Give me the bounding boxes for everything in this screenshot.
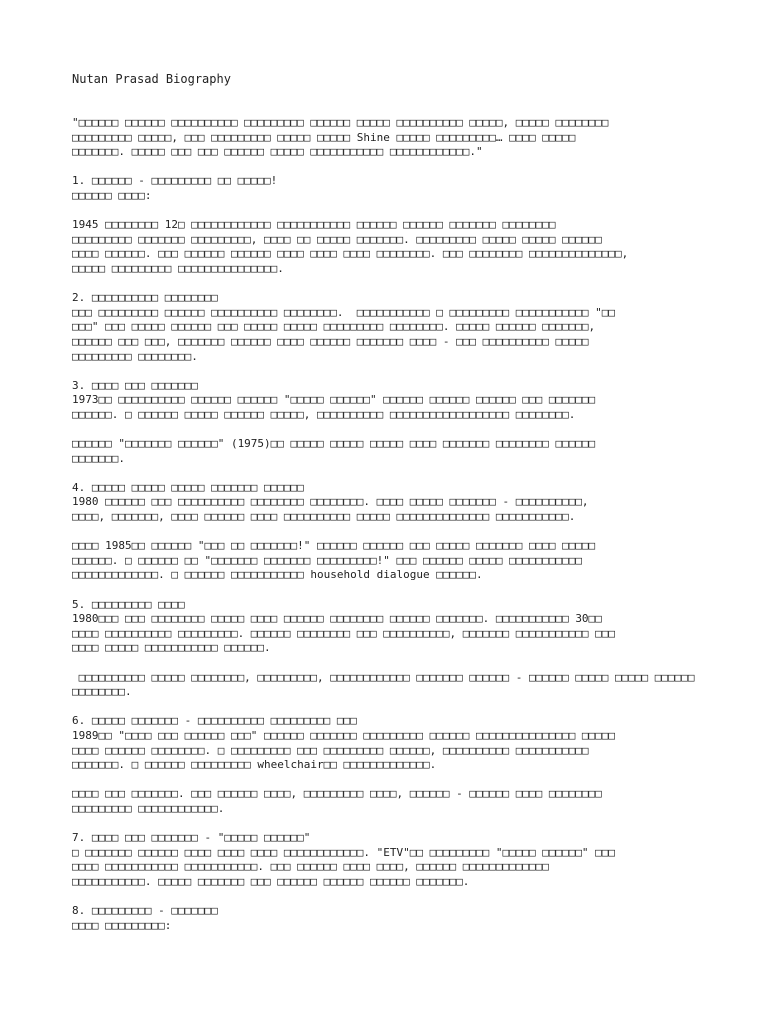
text-line: □□□□□□ □□□ □□□, □□□□□□□ □□□□□□ □□□□ □□□□□□ □□□□□□□ □□□□ - □□□ □□□□□□□□□□ □□□□□ bbox=[72, 334, 589, 348]
text-line: □□□□ □□□□□□□□□□ □□□□□□□□□. □□□□□□ □□□□□□□□ □□□ □□□□□□□□□□, □□□□□□□ □□□□□□□□□□□ □□□ bbox=[72, 626, 616, 640]
text-line: □□□□□□□. □□□□□ □□□ □□□ □□□□□□ □□□□□ □□□□□□□□□□□ □□□□□□□□□□□□." bbox=[72, 145, 483, 159]
paragraph bbox=[72, 379, 768, 423]
text-line: □□□□ □□□□□□□□□□□ □□□□□□□□□□□. □□□ □□□□□□ □□□□ □□□□, □□□□□□ □□□□□□□□□□□□□ bbox=[72, 860, 549, 874]
text-line: □□□□□□□□□□□□□. □ □□□□□□ □□□□□□□□□□□ household dialogue □□□□□□. bbox=[72, 568, 483, 582]
text-line: 2. □□□□□□□□□□ □□□□□□□□ bbox=[72, 291, 218, 305]
paragraph bbox=[72, 714, 768, 772]
text-line: 1945 □□□□□□□□ 12□ □□□□□□□□□□□□ □□□□□□□□□□□ □□□□□□ □□□□□□ □□□□□□□ □□□□□□□□ bbox=[72, 218, 556, 232]
text-line: □□□□□□□□□ □□□□□□□ □□□□□□□□□, □□□□ □□ □□□□□ □□□□□□□. □□□□□□□□□ □□□□□ □□□□□ □□□□□□ bbox=[72, 232, 602, 246]
text-line: □□□□□ □□□□□□□□□ □□□□□□□□□□□□□□□. bbox=[72, 261, 284, 275]
text-line: □□□□□□□. □ □□□□□□ □□□□□□□□□ wheelchair□□ □□□□□□□□□□□□□. bbox=[72, 758, 437, 772]
text-line: □□□□□□□□□□□. □□□□□ □□□□□□□ □□□ □□□□□□ □□□□□□ □□□□□□ □□□□□□□. bbox=[72, 874, 470, 888]
paragraph bbox=[72, 904, 768, 933]
text-line: 5. □□□□□□□□□ □□□□ bbox=[72, 597, 185, 611]
paragraph bbox=[72, 671, 768, 700]
text-line: 6. □□□□□ □□□□□□□ - □□□□□□□□□□ □□□□□□□□□ □□□ bbox=[72, 714, 357, 728]
paragraph bbox=[72, 291, 768, 364]
paragraph bbox=[72, 539, 768, 583]
paragraph bbox=[72, 598, 768, 656]
text-line: □□□ □□□□□□□□□ □□□□□□ □□□□□□□□□□ □□□□□□□□. □□□□□□□□□□□ □ □□□□□□□□□ □□□□□□□□□□□ "□□ bbox=[72, 305, 616, 319]
text-line: □□□□□□□□□ □□□□□□□□□□□□. bbox=[72, 801, 225, 815]
document bbox=[72, 72, 768, 948]
paragraph bbox=[72, 831, 768, 889]
text-line: □□□□□□□□□ □□□□□□□□. bbox=[72, 349, 198, 363]
text-line: □□□□ □□□ □□□□□□□. □□□ □□□□□□ □□□□, □□□□□□□□□ □□□□, □□□□□□ - □□□□□□ □□□□ □□□□□□□□ bbox=[72, 787, 602, 801]
paragraph bbox=[72, 437, 768, 466]
text-line: □□□□, □□□□□□□, □□□□ □□□□□□ □□□□ □□□□□□□□□□ □□□□□ □□□□□□□□□□□□□□ □□□□□□□□□□□. bbox=[72, 510, 576, 524]
text-line: □□□□□□□□□ □□□□□, □□□ □□□□□□□□□ □□□□□ □□□□□ Shine □□□□□ □□□□□□□□□… □□□□ □□□□□ bbox=[72, 130, 576, 144]
text-line: □□□□□□□□. bbox=[72, 685, 132, 699]
text-line: 1980□□□ □□□ □□□□□□□□ □□□□□ □□□□ □□□□□□ □□□□□□□□ □□□□□□ □□□□□□□. □□□□□□□□□□□ 30□□ bbox=[72, 612, 602, 626]
paragraph bbox=[72, 481, 768, 525]
text-line: 3. □□□□ □□□ □□□□□□□ bbox=[72, 378, 198, 392]
text-line: □ □□□□□□□ □□□□□□ □□□□ □□□□ □□□□ □□□□□□□□□□□□. "ETV"□□ □□□□□□□□□ "□□□□□ □□□□□□" □□□ bbox=[72, 845, 616, 859]
paragraph bbox=[72, 116, 768, 160]
text-line: □□□□□□. □ □□□□□□ □□□□□ □□□□□□ □□□□□, □□□□□□□□□□ □□□□□□□□□□□□□□□□□□ □□□□□□□□. bbox=[72, 407, 576, 421]
text-line: 8. □□□□□□□□□ - □□□□□□□ bbox=[72, 904, 218, 918]
text-line: 1973□□ □□□□□□□□□□ □□□□□□ □□□□□□ "□□□□□ □□□□□□" □□□□□□ □□□□□□ □□□□□□ □□□ □□□□□□□ bbox=[72, 393, 596, 407]
text-line: □□□□ 1985□□ □□□□□□ "□□□ □□ □□□□□□□!" □□□□□□ □□□□□□ □□□ □□□□□ □□□□□□□ □□□□ □□□□□ bbox=[72, 539, 596, 553]
text-line: □□□□□□□□□□ □□□□□ □□□□□□□□, □□□□□□□□□, □□□□□□□□□□□□ □□□□□□□ □□□□□□ - □□□□□□ □□□□□ □□□□□ □□□□□□ bbox=[72, 670, 695, 684]
text-line: 4. □□□□□ □□□□□ □□□□□ □□□□□□□ □□□□□□ bbox=[72, 480, 304, 494]
text-line: □□□□ □□□□□□□□□: bbox=[72, 918, 172, 932]
text-line: □□□" □□□ □□□□□ □□□□□□ □□□ □□□□□ □□□□□ □□□□□□□□□ □□□□□□□□. □□□□□ □□□□□□ □□□□□□□, bbox=[72, 320, 596, 334]
text-line: 7. □□□□ □□□ □□□□□□□ - "□□□□□ □□□□□□" bbox=[72, 831, 311, 845]
document-title: Nutan Prasad Biography bbox=[72, 72, 231, 86]
text-line: □□□□ □□□□□□ □□□□□□□□. □ □□□□□□□□□ □□□ □□□□□□□□□ □□□□□□, □□□□□□□□□□ □□□□□□□□□□□ bbox=[72, 743, 589, 757]
text-line: □□□□□□. □ □□□□□□ □□ "□□□□□□□ □□□□□□□ □□□□□□□□□!" □□□ □□□□□□ □□□□□ □□□□□□□□□□□ bbox=[72, 553, 582, 567]
text-line: □□□□□□ "□□□□□□□ □□□□□□" (1975)□□ □□□□□ □□□□□ □□□□□ □□□□ □□□□□□□ □□□□□□□□ □□□□□□ bbox=[72, 437, 596, 451]
paragraph bbox=[72, 787, 768, 816]
text-line: □□□□□□□. bbox=[72, 451, 125, 465]
text-line: 1989□□ "□□□□ □□□ □□□□□□ □□□" □□□□□□ □□□□□□□ □□□□□□□□□ □□□□□□ □□□□□□□□□□□□□□□ □□□□□ bbox=[72, 728, 616, 742]
text-line: "□□□□□□ □□□□□□ □□□□□□□□□□ □□□□□□□□□ □□□□□□ □□□□□ □□□□□□□□□□ □□□□□, □□□□□ □□□□□□□□ bbox=[72, 116, 609, 129]
paragraph bbox=[72, 174, 768, 203]
document-body bbox=[72, 116, 768, 933]
text-line: □□□□ □□□□□ □□□□□□□□□□□ □□□□□□. bbox=[72, 641, 271, 655]
paragraph bbox=[72, 218, 768, 276]
text-line: 1. □□□□□□ - □□□□□□□□□ □□ □□□□□! bbox=[72, 174, 278, 188]
text-line: □□□□ □□□□□□. □□□ □□□□□□ □□□□□□ □□□□ □□□□ □□□□ □□□□□□□□. □□□ □□□□□□□□ □□□□□□□□□□□□□□, bbox=[72, 247, 629, 261]
text-line: 1980 □□□□□□ □□□ □□□□□□□□□□ □□□□□□□□ □□□□□□□□. □□□□ □□□□□ □□□□□□□ - □□□□□□□□□□, bbox=[72, 495, 589, 509]
text-line: □□□□□□ □□□□: bbox=[72, 188, 152, 202]
